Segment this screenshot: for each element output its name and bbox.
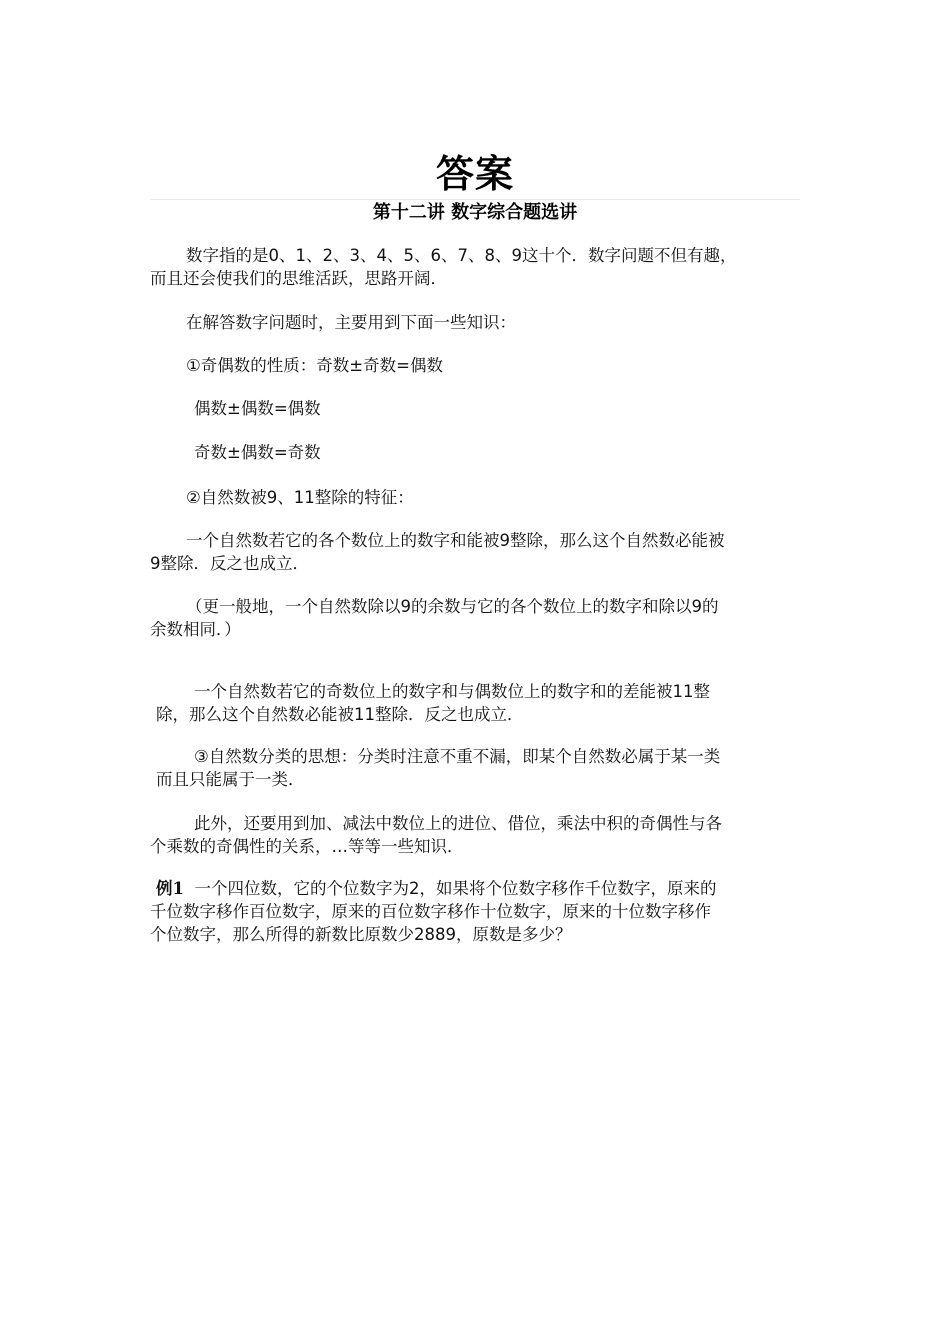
example-text-1: 一个四位数，它的个位数字为2，如果将个位数字移作千位数字，原来的 [194, 879, 717, 898]
example-line-2: 千位数字移作百位数字，原来的百位数字移作十位数字，原来的十位数字移作 [150, 902, 711, 921]
classify-line-1: ③自然数分类的思想：分类时注意不重不漏，即某个自然数必属于某一类 [194, 747, 721, 766]
intro-line-2: 而且还会使我们的思维活跃，思路开阔． [150, 269, 447, 288]
div9-line-1: 一个自然数若它的各个数位上的数字和能被9整除，那么这个自然数必能被 [186, 531, 725, 550]
example-label: 例1 [156, 879, 184, 898]
general-line-1: （更一般地，一个自然数除以9的余数与它的各个数位上的数字和除以9的 [186, 597, 719, 616]
classify-line-2: 而且只能属于一类． [156, 770, 305, 789]
parity-paragraph-1 [150, 354, 810, 377]
general-paragraph [150, 595, 810, 641]
also-paragraph [150, 812, 810, 858]
parity-line-2: 偶数±偶数=偶数 [194, 399, 321, 418]
classify-paragraph [150, 745, 810, 791]
page-title: 答案 [435, 152, 514, 196]
example-line-1 [150, 877, 810, 900]
div11-line-2: 除，那么这个自然数必能被11整除．反之也成立． [156, 705, 524, 724]
example-paragraph [150, 877, 810, 946]
example-line-3: 个位数字，那么所得的新数比原数少2889，原数是多少？ [150, 925, 572, 944]
divisibility-title: ②自然数被9、11整除的特征： [186, 488, 414, 507]
parity-paragraph-2 [150, 397, 810, 420]
general-line-2: 余数相同．） [150, 620, 241, 639]
knowledge-line: 在解答数字问题时，主要用到下面一些知识： [186, 313, 516, 332]
div11-paragraph [150, 680, 810, 726]
also-line-2: 个乘数的奇偶性的关系，…等等一些知识． [150, 837, 464, 856]
div9-line-2: 9整除．反之也成立． [150, 554, 309, 573]
div11-line-1: 一个自然数若它的奇数位上的数字和与偶数位上的数字和的差能被11整 [194, 682, 710, 701]
parity-line-1: ①奇偶数的性质：奇数±奇数=偶数 [186, 356, 443, 375]
intro-line-1: 数字指的是0、1、2、3、4、5、6、7、8、9这十个．数字问题不但有趣， [186, 246, 737, 265]
also-line-1: 此外，还要用到加、减法中数位上的进位、借位，乘法中积的奇偶性与各 [194, 814, 722, 833]
parity-paragraph-3 [150, 441, 810, 464]
knowledge-paragraph [150, 311, 810, 334]
parity-line-3: 奇数±偶数=奇数 [194, 443, 321, 462]
intro-paragraph [150, 244, 810, 290]
divisibility-heading [150, 486, 810, 509]
div9-paragraph [150, 529, 810, 575]
lecture-subtitle: 第十二讲 数字综合题选讲 [372, 202, 578, 223]
